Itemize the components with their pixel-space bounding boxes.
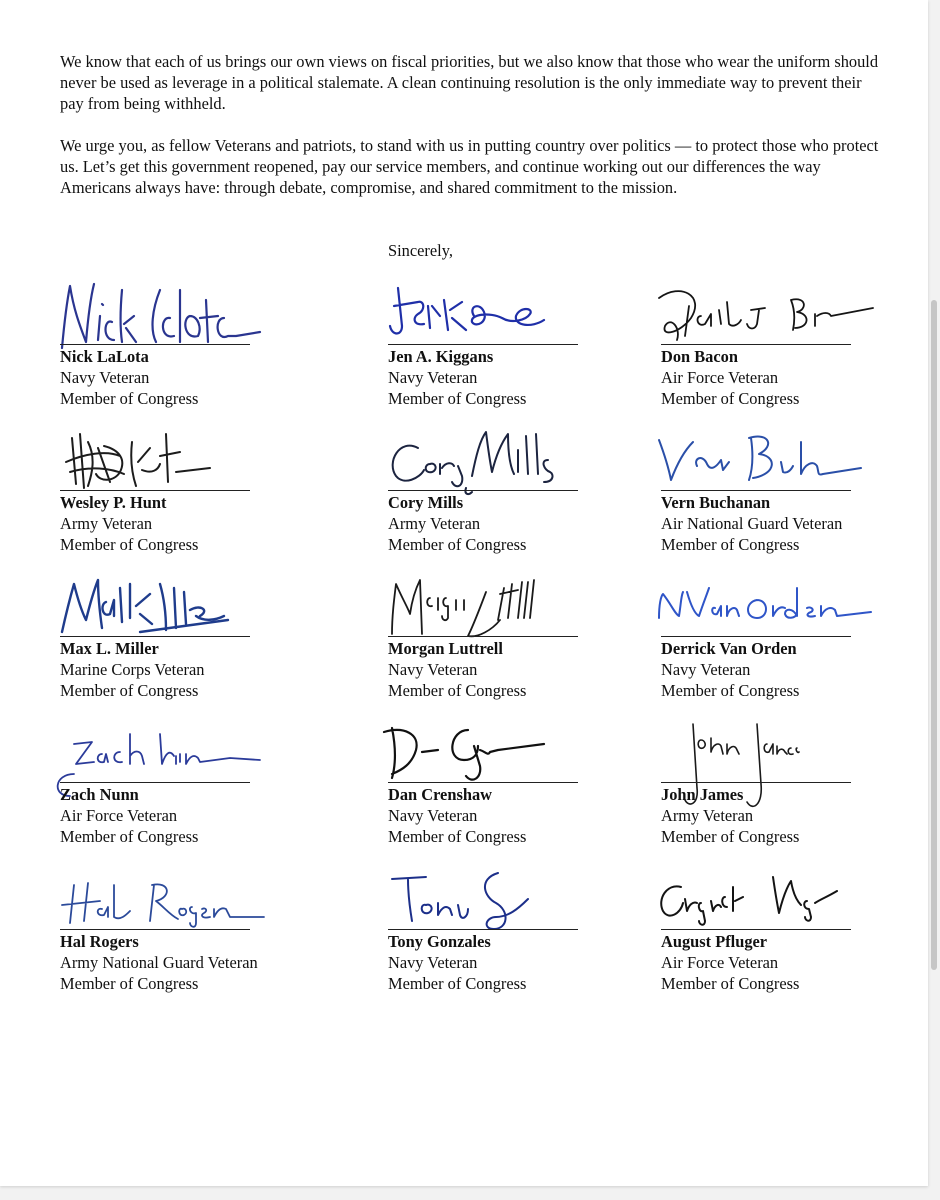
signatory-name: Nick LaLota	[60, 347, 149, 366]
signature-line	[388, 929, 578, 930]
signatory-name: Max L. Miller	[60, 639, 159, 658]
signatory-office: Member of Congress	[661, 535, 800, 554]
signatory-name: Morgan Luttrell	[388, 639, 503, 658]
signatory-name: John James	[661, 785, 744, 804]
signatory-office: Member of Congress	[661, 827, 800, 846]
signature-line	[60, 490, 250, 491]
signatory-name: Cory Mills	[388, 493, 464, 512]
signatory-name: Dan Crenshaw	[388, 785, 492, 804]
signature-line	[388, 636, 578, 637]
signature-block-gonzales	[388, 929, 628, 1039]
signatory-service: Army Veteran	[60, 514, 153, 533]
paragraph-fiscal-priorities: We know that each of us brings our own views on fiscal priorities, but we also know that those who wear the uniform should never be used as leverage in a political stalemate. A clean continuing resolution is the only immediate way to prevent their pay from being withheld.	[60, 52, 879, 113]
signature-block-bacon	[661, 344, 901, 454]
signatory-service: Navy Veteran	[388, 660, 478, 679]
signature-block-van-orden	[661, 636, 901, 746]
signature-line	[60, 636, 250, 637]
handwritten-signature-lalota	[40, 266, 270, 356]
signature-block-hunt	[60, 490, 300, 600]
signature-block-rogers	[60, 929, 300, 1039]
signatory-service: Air Force Veteran	[661, 368, 779, 387]
signatory-office: Member of Congress	[60, 535, 199, 554]
signatory-service: Army Veteran	[661, 806, 754, 825]
closing-salutation: Sincerely,	[388, 241, 453, 260]
signatory-name: Zach Nunn	[60, 785, 139, 804]
signatory-name: Jen A. Kiggans	[388, 347, 494, 366]
signature-block-crenshaw	[388, 782, 628, 892]
signatory-office: Member of Congress	[661, 681, 800, 700]
signatory-service: Navy Veteran	[60, 368, 150, 387]
signatory-service: Marine Corps Veteran	[60, 660, 205, 679]
signatory-service: Army National Guard Veteran	[60, 953, 258, 972]
signature-line	[60, 929, 250, 930]
signature-line	[661, 929, 851, 930]
signatory-name: Wesley P. Hunt	[60, 493, 167, 512]
handwritten-signature-kiggans	[368, 266, 598, 356]
signature-line	[388, 344, 578, 345]
signatory-office: Member of Congress	[388, 535, 527, 554]
signatory-service: Navy Veteran	[388, 806, 478, 825]
paragraph-urge-colleagues: We urge you, as fellow Veterans and patriots, to stand with us in putting country over politics — to protect those who protect us. Let’s get this government reopened, pay our service members, and continue working out our differences the way Americans always have: through debate, compromise, and shared commitment to the mission.	[60, 136, 879, 197]
signature-line	[661, 344, 851, 345]
signatory-office: Member of Congress	[388, 974, 527, 993]
signature-block-miller	[60, 636, 300, 746]
signatory-service: Air Force Veteran	[60, 806, 178, 825]
scrollbar-thumb[interactable]	[931, 300, 937, 970]
signature-line	[661, 782, 851, 783]
signature-line	[661, 490, 851, 491]
signatory-service: Army Veteran	[388, 514, 481, 533]
signature-block-buchanan	[661, 490, 901, 600]
signatory-office: Member of Congress	[388, 827, 527, 846]
signature-block-kiggans	[388, 344, 628, 454]
signatory-service: Navy Veteran	[661, 660, 751, 679]
signatory-service: Navy Veteran	[388, 953, 478, 972]
signature-line	[60, 344, 250, 345]
signatory-service: Air Force Veteran	[661, 953, 779, 972]
signatory-office: Member of Congress	[60, 827, 199, 846]
signatory-name: Derrick Van Orden	[661, 639, 797, 658]
signature-line	[661, 636, 851, 637]
signatory-name: Tony Gonzales	[388, 932, 491, 951]
signatory-office: Member of Congress	[388, 681, 527, 700]
signature-line	[388, 782, 578, 783]
signature-block-mills	[388, 490, 628, 600]
signature-block-luttrell	[388, 636, 628, 746]
handwritten-signature-bacon	[641, 266, 871, 356]
signatory-name: Don Bacon	[661, 347, 738, 366]
signatory-office: Member of Congress	[60, 974, 199, 993]
signature-line	[388, 490, 578, 491]
signature-block-pfluger	[661, 929, 901, 1039]
signatory-name: Hal Rogers	[60, 932, 139, 951]
signatory-service: Air National Guard Veteran	[661, 514, 843, 533]
signatory-name: August Pfluger	[661, 932, 768, 951]
signatory-office: Member of Congress	[60, 389, 199, 408]
signatory-office: Member of Congress	[388, 389, 527, 408]
signatory-office: Member of Congress	[661, 974, 800, 993]
signature-line	[60, 782, 250, 783]
signatory-office: Member of Congress	[60, 681, 199, 700]
signatory-office: Member of Congress	[661, 389, 800, 408]
signature-block-james	[661, 782, 901, 892]
signatory-service: Navy Veteran	[388, 368, 478, 387]
signature-block-nunn	[60, 782, 300, 892]
signatory-name: Vern Buchanan	[661, 493, 771, 512]
signature-block-lalota	[60, 344, 300, 454]
